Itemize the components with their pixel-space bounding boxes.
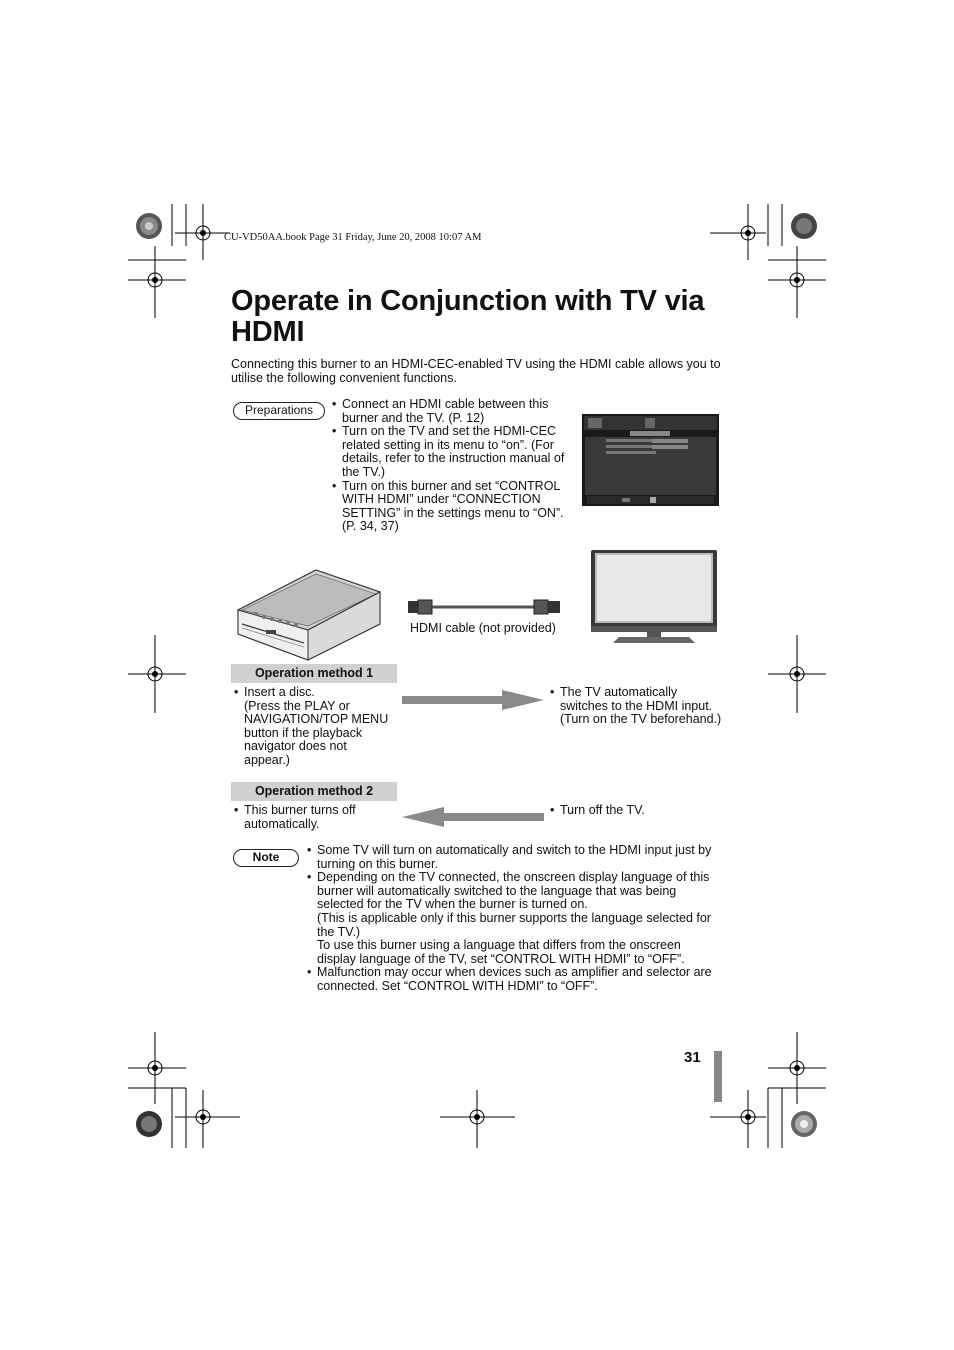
method2-burner-action: • This burner turns off automatically. <box>234 804 384 831</box>
preparations-label: Preparations <box>233 402 325 420</box>
method1-burner-action: • Insert a disc. (Press the PLAY or NAVIGATION/TOP MENU button if the playback navigator does not appear.) <box>234 686 394 768</box>
note-label: Note <box>233 849 299 867</box>
note-item: • Depending on the TV connected, the onscreen display language of this burner will automatically switched to the language that was being selected for the TV when the burner is turned on. (This is applicable only if this burner supports the language selected for the TV.) To use this burner using a language that differs from the onscreen display language of the TV, set “CONTROL WITH HDMI” to “OFF”. <box>307 871 723 966</box>
method2-tv-action: • Turn off the TV. <box>550 804 722 818</box>
operation-method-1-heading: Operation method 1 <box>231 664 397 683</box>
note-list <box>307 844 723 994</box>
intro-paragraph: Connecting this burner to an HDMI-CEC-enabled TV using the HDMI cable allows you to utilise the following convenient functions. <box>231 357 721 385</box>
arrow-right-icon <box>400 689 546 711</box>
tv-illustration <box>589 548 721 644</box>
operation-method-2-heading: Operation method 2 <box>231 782 397 801</box>
method1-tv-action: • The TV automatically switches to the HDMI input. (Turn on the TV beforehand.) <box>550 686 722 727</box>
settings-menu-screenshot <box>582 414 719 506</box>
method1-left-list <box>234 686 394 768</box>
page-edge-tab <box>714 1051 722 1102</box>
preparation-item: • Turn on this burner and set “CONTROL WITH HDMI” under “CONNECTION SETTING” in the settings menu to “ON”. (P. 34, 37) <box>332 480 574 534</box>
file-header-line: CU-VD50AA.book Page 31 Friday, June 20, 2008 10:07 AM <box>224 232 482 243</box>
note-item: • Malfunction may occur when devices such as amplifier and selector are connected. Set “CONTROL WITH HDMI” to “OFF”. <box>307 966 723 993</box>
page-title: Operate in Conjunction with TV via HDMI <box>231 285 705 348</box>
arrow-left-icon <box>400 806 546 828</box>
method1-right-list <box>550 686 722 727</box>
page-number: 31 <box>684 1049 701 1066</box>
preparation-item: • Turn on the TV and set the HDMI-CEC related setting in its menu to “on”. (For details, refer to the instruction manual of the TV.) <box>332 425 574 479</box>
method2-right-list <box>550 804 722 818</box>
note-item: • Some TV will turn on automatically and switch to the HDMI input just by turning on this burner. <box>307 844 723 871</box>
hdmi-cable-illustration <box>404 596 570 618</box>
burner-device-illustration <box>234 566 384 662</box>
preparations-list <box>332 398 574 534</box>
hdmi-cable-label: HDMI cable (not provided) <box>410 621 556 635</box>
method2-left-list <box>234 804 384 831</box>
preparation-item: • Connect an HDMI cable between this burner and the TV. (P. 12) <box>332 398 574 425</box>
